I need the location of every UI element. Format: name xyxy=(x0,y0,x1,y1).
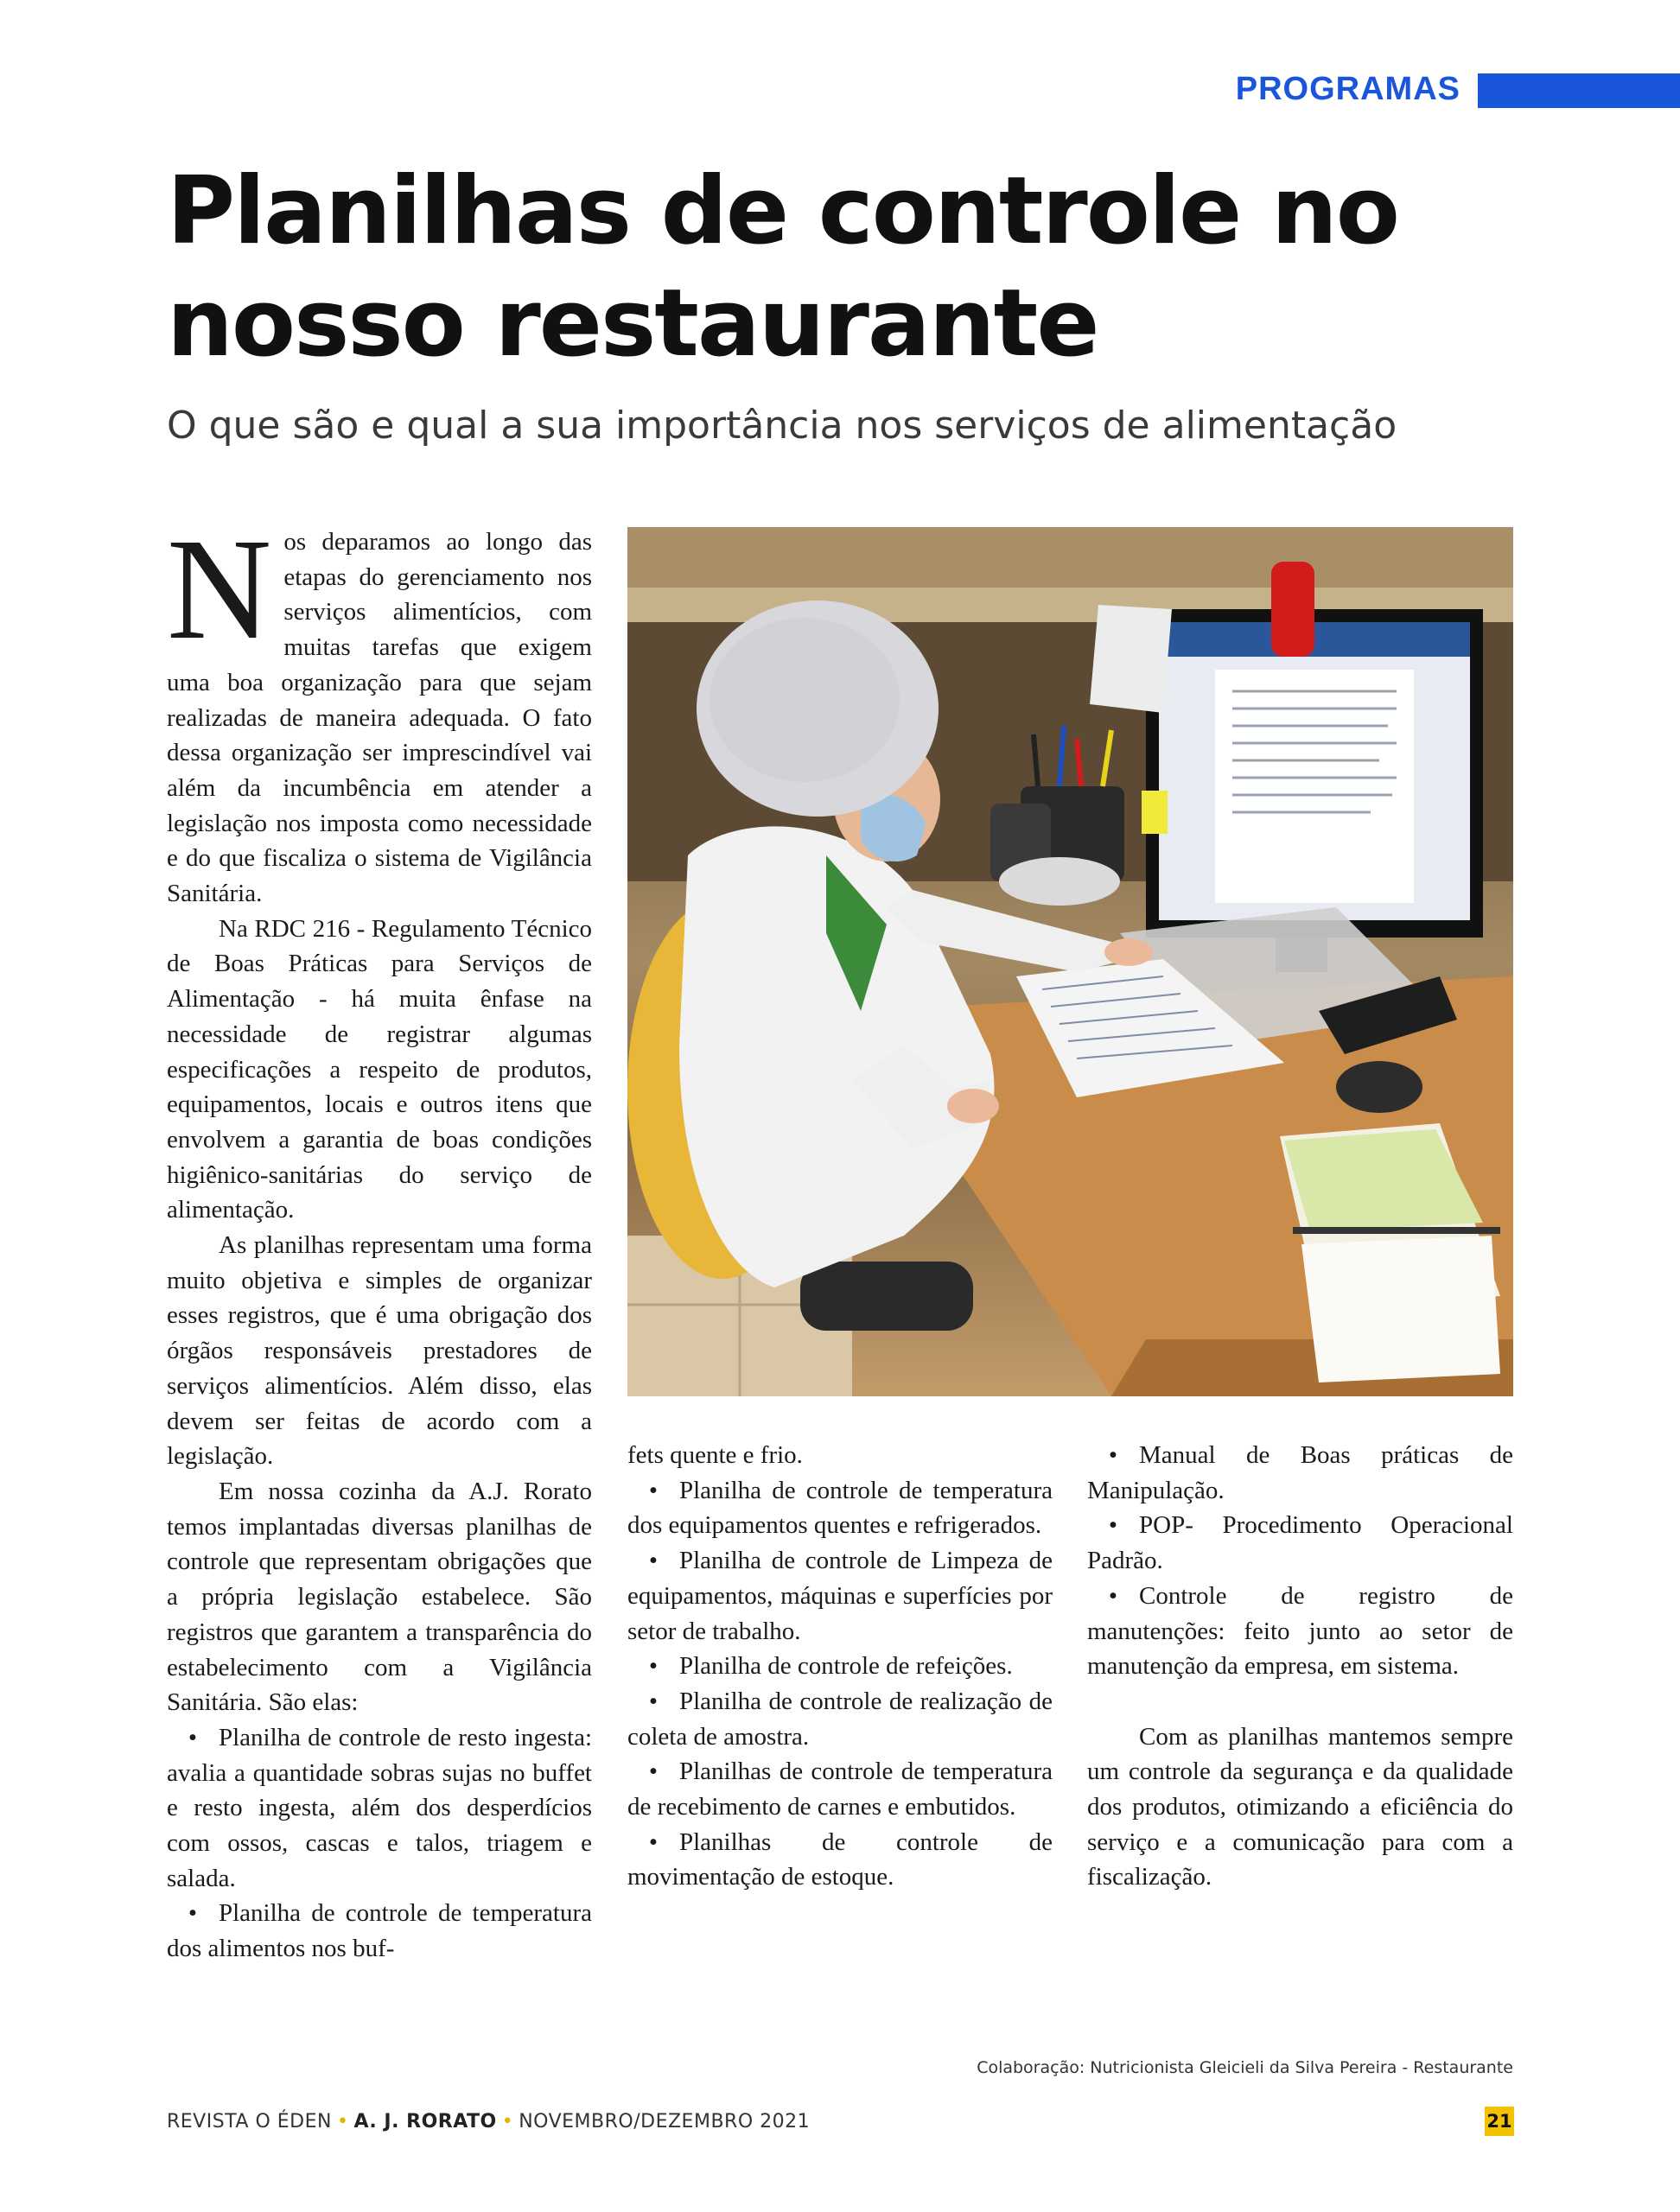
footer-company: A. J. RORATO xyxy=(353,2111,497,2133)
paragraph-rdc: Na RDC 216 - Regulamento Técnico de Boas Práticas para Serviços de Alimentação - há muita ênfase na necessidade de registrar algumas especificações a respeito de produtos, equipamentos, locais e outros itens que envolvem a garantia de boas condições higiênico-sanitárias do serviço de alimentação. xyxy=(167,914,592,1224)
page-number: 21 xyxy=(1485,2107,1514,2136)
bullet-icon: • xyxy=(648,1758,659,1786)
bullet-icon: • xyxy=(648,1827,659,1856)
section-label: PROGRAMAS xyxy=(1235,71,1460,107)
list-item: • Planilha de controle de temperatura dos alimentos nos buf- xyxy=(167,1896,592,1966)
paragraph-closing: Com as planilhas mantemos sempre um controle da segurança e da qualidade dos produtos, otimizando a eficiência do serviço e a comunicação para com a fiscalização. xyxy=(1087,1722,1513,1891)
bullet-icon: • xyxy=(648,1687,659,1715)
paragraph-cozinha: Em nossa cozinha da A.J. Rorato temos implantadas diversas planilhas de controle que representam obrigações que a própria legislação estabelece. São registros que garantem a transparência do estabelecimento com a Vigilância Sanitária. São elas: xyxy=(167,1477,592,1717)
paragraph-planilhas: As planilhas representam uma forma muito objetiva e simples de organizar esses registros, que é uma obrigação dos órgãos responsáveis prestadores de serviços alimentícios. Além disso, elas devem ser feitas de acordo com a legislação. xyxy=(167,1231,592,1471)
bullet-icon: • xyxy=(648,1652,659,1681)
dropcap: N xyxy=(167,509,272,670)
article-title xyxy=(167,156,1550,380)
photo-credit: Colaboração: Nutricionista Gleicieli da Silva Pereira - Restaurante xyxy=(977,2058,1513,2077)
list-item: • Planilhas de controle de movimentação de estoque. xyxy=(627,1825,1053,1895)
list-item: • Manual de Boas práticas de Manipulação. xyxy=(1087,1438,1513,1508)
bullet-icon: • xyxy=(188,1723,198,1751)
bullet-icon: • xyxy=(648,1476,659,1504)
photo-illustration xyxy=(627,527,1513,1396)
footer-separator: • xyxy=(501,2111,514,2133)
article-subtitle: O que são e qual a sua importância nos serviços de alimentação xyxy=(167,404,1397,448)
bullet-icon: • xyxy=(188,1899,198,1928)
bullet-icon: • xyxy=(648,1547,659,1575)
list-item: • Planilha de controle de Limpeza de equipamentos, máquinas e superfícies por setor de trabalho. xyxy=(627,1543,1053,1649)
paragraph-intro xyxy=(167,509,592,912)
text-column-2 xyxy=(627,1438,1053,1895)
list-item: • Planilha de controle de temperatura dos equipamentos quentes e refrigerados. xyxy=(627,1473,1053,1543)
footer-issue: NOVEMBRO/DEZEMBRO 2021 xyxy=(519,2111,811,2133)
list-item: • Controle de registro de manutenções: feito junto ao setor de manutenção da empresa, em sistema. xyxy=(1087,1579,1513,1684)
bullet-icon: • xyxy=(1108,1581,1118,1610)
list-item-continuation: fets quente e frio. xyxy=(627,1441,803,1469)
page-footer xyxy=(167,2111,810,2133)
article-photo xyxy=(627,527,1513,1396)
list-item: • Planilha de controle de refeições. xyxy=(627,1649,1053,1684)
title-line-1: Planilhas de controle no xyxy=(167,157,1398,265)
bullet-icon: • xyxy=(1108,1441,1118,1469)
list-item: • Planilha de controle de realização de coleta de amostra. xyxy=(627,1684,1053,1754)
text-column-3 xyxy=(1087,1438,1513,1895)
footer-magazine: REVISTA O ÉDEN xyxy=(167,2111,332,2133)
list-item: • Planilhas de controle de temperatura de recebimento de carnes e embutidos. xyxy=(627,1754,1053,1824)
section-color-bar xyxy=(1478,73,1680,108)
footer-separator: • xyxy=(336,2111,349,2133)
list-item: • POP- Procedimento Operacional Padrão. xyxy=(1087,1508,1513,1578)
paragraph-intro-text: os deparamos ao longo das etapas do gerenciamento nos serviços alimentícios, com muitas tarefas que exigem uma boa organização para que sejam realizadas de maneira adequada. O fato dessa organização ser imprescindível vai além da incumbência em atender a legislação nos imposta como necessidade e do que fiscaliza o sistema de Vigilância Sanitária. xyxy=(167,528,592,908)
bullet-icon: • xyxy=(1108,1511,1118,1540)
title-line-2: nosso restaurante xyxy=(167,270,1098,378)
list-item: • Planilha de controle de resto ingesta: avalia a quantidade sobras sujas no buffet e resto ingesta, além dos desperdícios com ossos, cascas e talos, triagem e salada. xyxy=(167,1720,592,1897)
text-column-1 xyxy=(167,509,592,1967)
